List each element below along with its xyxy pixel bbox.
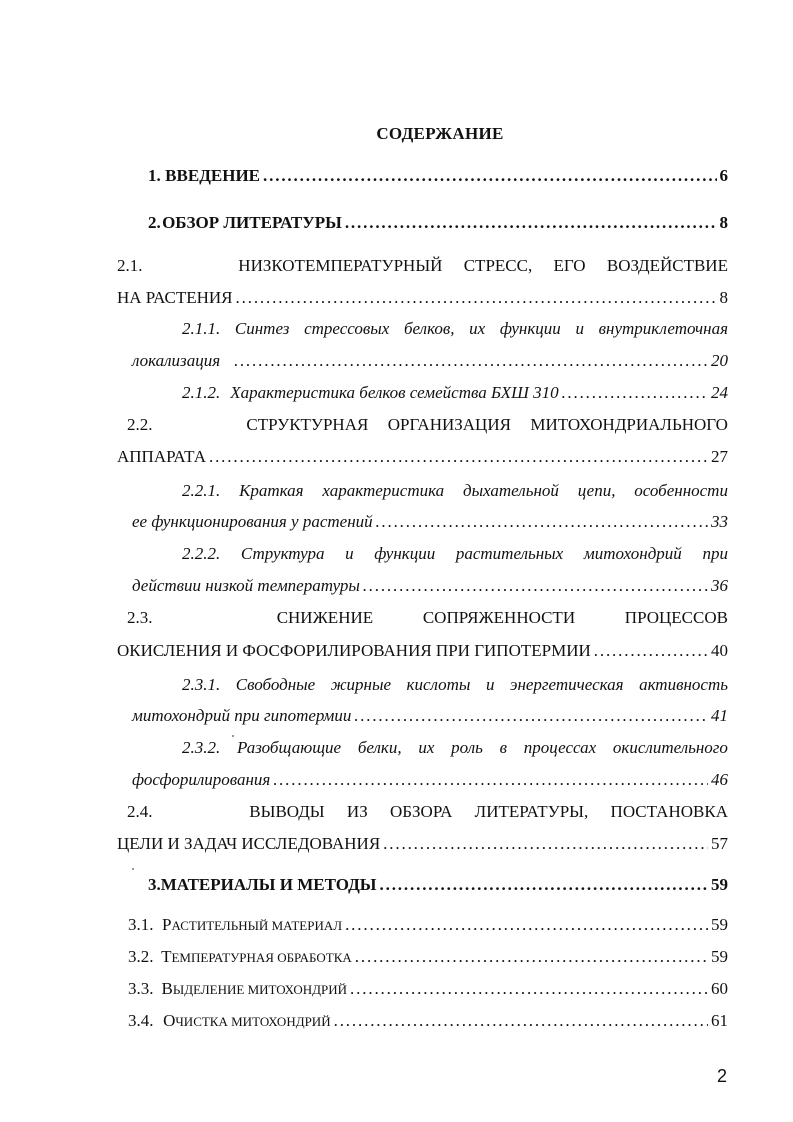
dot-leader bbox=[354, 705, 708, 727]
toc-line-2 bbox=[117, 640, 728, 662]
toc-word: СТРУКТУРНАЯ bbox=[246, 415, 369, 434]
toc-word: функции bbox=[374, 544, 436, 563]
toc-line-1 bbox=[182, 737, 728, 759]
toc-word: СНИЖЕНИЕ bbox=[276, 608, 374, 627]
toc-page: 60 bbox=[711, 979, 728, 998]
toc-word: процессах bbox=[523, 738, 597, 757]
toc-word: ПОСТАНОВКА bbox=[610, 802, 728, 821]
toc-word: митохондрий bbox=[583, 544, 682, 563]
toc-word: СОПРЯЖЕННОСТИ bbox=[422, 608, 576, 627]
toc-line-2 bbox=[132, 705, 728, 727]
toc-label: ОЧИСТКА МИТОХОНДРИЙ bbox=[163, 1011, 331, 1030]
toc-word: Краткая bbox=[239, 481, 304, 500]
toc-number: 2.2. bbox=[127, 415, 153, 434]
dot-leader bbox=[345, 212, 717, 234]
page-number: 2 bbox=[717, 1066, 728, 1086]
toc-label: ВЫДЕЛЕНИЕ МИТОХОНДРИЙ bbox=[161, 979, 348, 998]
dot-leader bbox=[334, 1010, 708, 1032]
toc-word: окислительного bbox=[612, 738, 728, 757]
toc-label: митохондрий при гипотермии bbox=[132, 706, 352, 725]
toc-entry-materials-methods[interactable] bbox=[148, 874, 728, 896]
toc-word: Синтез bbox=[234, 319, 290, 338]
toc-word: кислоты bbox=[406, 675, 471, 694]
toc-page: 33 bbox=[711, 512, 728, 531]
toc-word: ЛИТЕРАТУРЫ, bbox=[474, 802, 589, 821]
toc-number: 3.2. bbox=[128, 947, 154, 966]
toc-word: и bbox=[575, 319, 584, 338]
toc-entry-3-3[interactable] bbox=[128, 978, 728, 1001]
toc-word: функции bbox=[499, 319, 561, 338]
toc-page: 46 bbox=[711, 770, 728, 789]
toc-word: внутриклеточная bbox=[598, 319, 728, 338]
toc-word: активность bbox=[639, 675, 728, 694]
toc-page: 59 bbox=[711, 875, 728, 894]
toc-entry-3-1[interactable] bbox=[128, 914, 728, 937]
dot-leader bbox=[234, 350, 708, 372]
toc-word: ОБЗОРА bbox=[390, 802, 453, 821]
toc-word: ПРОЦЕССОВ bbox=[624, 608, 728, 627]
toc-line-2 bbox=[132, 511, 728, 533]
toc-word: роль bbox=[451, 738, 483, 757]
toc-word: стрессовых bbox=[304, 319, 390, 338]
toc-line-2 bbox=[132, 350, 728, 372]
toc-word: характеристика bbox=[322, 481, 445, 500]
toc-label: действии низкой температуры bbox=[132, 576, 360, 595]
dot-leader bbox=[363, 575, 708, 597]
toc-number: 2.1.2. bbox=[182, 383, 221, 402]
toc-label: локализация bbox=[132, 351, 221, 370]
toc-label: НА РАСТЕНИЯ bbox=[117, 288, 233, 307]
toc-label: ВВЕДЕНИЕ bbox=[165, 166, 261, 185]
toc-number: 2.2.2. bbox=[182, 544, 221, 563]
toc-line-1 bbox=[182, 318, 728, 340]
toc-label: РАСТИТЕЛЬНЫЙ МАТЕРИАЛ bbox=[162, 915, 343, 934]
toc-entry-3-2[interactable] bbox=[128, 946, 728, 969]
toc-word: НИЗКОТЕМПЕРАТУРНЫЙ bbox=[238, 256, 443, 275]
toc-label: Характеристика белков семейства БХШ 310 bbox=[230, 383, 559, 402]
toc-word: МИТОХОНДРИАЛЬНОГО bbox=[530, 415, 728, 434]
dot-leader bbox=[209, 446, 708, 468]
toc-word: энергетическая bbox=[509, 675, 624, 694]
toc-number: 3.4. bbox=[128, 1011, 154, 1030]
scan-speck bbox=[132, 868, 134, 870]
dot-leader bbox=[263, 165, 716, 187]
toc-word: и bbox=[345, 544, 354, 563]
toc-line-2 bbox=[117, 446, 728, 468]
toc-word: растительных bbox=[455, 544, 564, 563]
toc-number: 3.1. bbox=[128, 915, 154, 934]
toc-entry-introduction[interactable] bbox=[148, 165, 728, 187]
toc-line-1 bbox=[182, 543, 728, 565]
toc-entry-3-4[interactable] bbox=[128, 1010, 728, 1033]
toc-word: ЕГО bbox=[553, 256, 586, 275]
toc-entry-literature-review[interactable] bbox=[148, 212, 728, 234]
dot-leader bbox=[380, 874, 709, 896]
dot-leader bbox=[355, 946, 708, 968]
toc-line-2 bbox=[132, 575, 728, 597]
toc-word: в bbox=[499, 738, 507, 757]
toc-word: особенности bbox=[634, 481, 728, 500]
toc-word: СТРЕСС, bbox=[463, 256, 533, 275]
toc-label: ее функционирования у растений bbox=[132, 512, 373, 531]
toc-page: 57 bbox=[711, 834, 728, 853]
toc-page: 41 bbox=[711, 706, 728, 725]
toc-label: ЦЕЛИ И ЗАДАЧ ИССЛЕДОВАНИЯ bbox=[117, 834, 381, 853]
toc-line-1 bbox=[117, 801, 728, 823]
toc-number: 3. bbox=[148, 875, 161, 894]
toc-word: ОРГАНИЗАЦИЯ bbox=[387, 415, 511, 434]
toc-number: 3.3. bbox=[128, 979, 154, 998]
toc-label: МАТЕРИАЛЫ И МЕТОДЫ bbox=[160, 875, 377, 894]
toc-word: их bbox=[469, 319, 486, 338]
toc-word: ИЗ bbox=[346, 802, 368, 821]
dot-leader bbox=[350, 978, 708, 1000]
toc-label: ОБЗОР ЛИТЕРАТУРЫ bbox=[162, 213, 342, 232]
toc-word: Свободные bbox=[235, 675, 316, 694]
dot-leader bbox=[345, 914, 708, 936]
dot-leader bbox=[236, 287, 717, 309]
dot-leader bbox=[273, 769, 708, 791]
toc-line-1 bbox=[182, 674, 728, 696]
toc-word: Структура bbox=[240, 544, 325, 563]
toc-word: дыхательной bbox=[462, 481, 559, 500]
toc-page: 20 bbox=[711, 351, 728, 370]
dot-leader bbox=[594, 640, 708, 662]
toc-number: 2.1.1. bbox=[182, 319, 221, 338]
toc-number: 2. bbox=[148, 213, 161, 232]
toc-number: 2.4. bbox=[127, 802, 153, 821]
toc-word: при bbox=[702, 544, 728, 563]
toc-line-2 bbox=[117, 833, 728, 855]
toc-word: цепи, bbox=[577, 481, 616, 500]
toc-label: ОКИСЛЕНИЯ И ФОСФОРИЛИРОВАНИЯ ПРИ ГИПОТЕРМИИ bbox=[117, 641, 591, 660]
toc-number: 2.2.1. bbox=[182, 481, 221, 500]
toc-word: Разобщающие bbox=[236, 738, 342, 757]
toc-label: АППАРАТА bbox=[117, 447, 206, 466]
toc-page: 36 bbox=[711, 576, 728, 595]
toc-number: 1. bbox=[148, 166, 161, 185]
toc-page: 59 bbox=[711, 947, 728, 966]
toc-line-2 bbox=[132, 769, 728, 791]
toc-page: 8 bbox=[719, 288, 728, 307]
toc-word: их bbox=[418, 738, 435, 757]
toc-word: и bbox=[485, 675, 495, 694]
toc-page: 6 bbox=[719, 166, 728, 185]
toc-number: 2.3.1. bbox=[182, 675, 221, 694]
dot-leader bbox=[562, 382, 708, 404]
toc-line-1 bbox=[117, 607, 728, 629]
toc-line-2 bbox=[117, 287, 728, 309]
toc-word: ВЫВОДЫ bbox=[249, 802, 325, 821]
toc-line-1 bbox=[117, 255, 728, 277]
toc-page: 61 bbox=[711, 1011, 728, 1030]
toc-label: фосфорилирования bbox=[132, 770, 271, 789]
toc-page: 59 bbox=[711, 915, 728, 934]
toc-word: ВОЗДЕЙСТВИЕ bbox=[606, 256, 728, 275]
toc-page: 27 bbox=[711, 447, 728, 466]
toc-line-1 bbox=[117, 414, 728, 436]
toc-number: 2.3.2. bbox=[182, 738, 221, 757]
toc-number: 2.1. bbox=[117, 256, 143, 275]
toc-page: 24 bbox=[711, 383, 728, 402]
page-title: СОДЕРЖАНИЕ bbox=[376, 124, 504, 143]
toc-word: белки, bbox=[357, 738, 402, 757]
dot-leader bbox=[383, 833, 708, 855]
toc-label: ТЕМПЕРАТУРНАЯ ОБРАБОТКА bbox=[161, 947, 352, 966]
toc-word: жирные bbox=[330, 675, 392, 694]
toc-page: 8 bbox=[719, 213, 728, 232]
toc-word: белков, bbox=[403, 319, 455, 338]
toc-line-1 bbox=[182, 480, 728, 502]
toc-entry-2-1-2[interactable] bbox=[182, 382, 728, 404]
toc-page: 40 bbox=[711, 641, 728, 660]
toc-number: 2.3. bbox=[127, 608, 153, 627]
dot-leader bbox=[376, 511, 708, 533]
